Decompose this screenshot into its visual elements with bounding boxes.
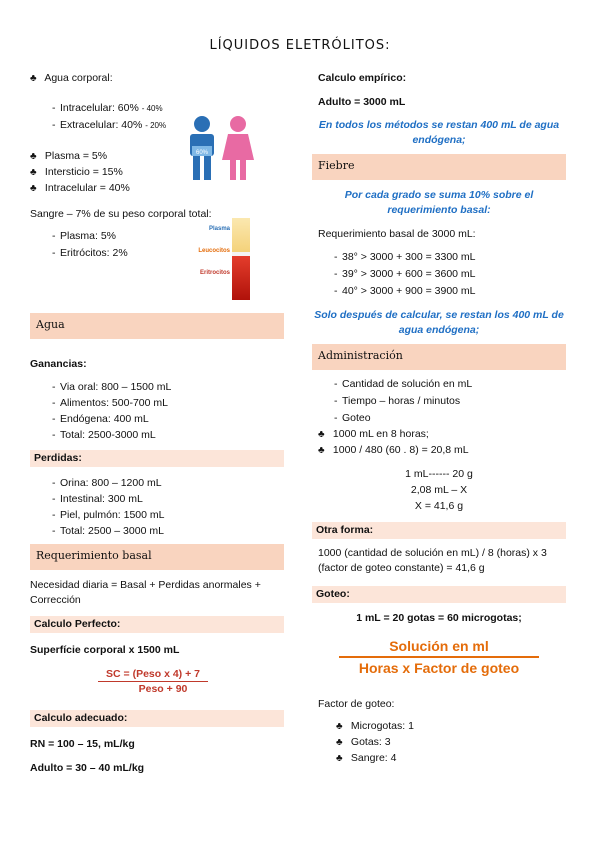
temp-item-text: 38° > 3000 + 300 = 3300 mL	[342, 251, 476, 263]
temp-item: - 38° > 3000 + 300 = 3300 mL	[334, 251, 476, 263]
club-icon: ♣	[30, 167, 37, 178]
tube-eritrocitos	[232, 256, 250, 300]
sangre-plasma-text: Plasma: 5%	[60, 230, 117, 242]
club-icon: ♣	[30, 73, 37, 84]
temp-item-text: 40° > 3000 + 900 = 3900 mL	[342, 285, 476, 297]
ganancias-item: - Alimentos: 500-700 mL	[52, 397, 168, 409]
club-icon: ♣	[30, 183, 37, 194]
goteo-equivalence: 1 mL = 20 gotas = 60 microgotas;	[356, 612, 522, 624]
perdidas-header: Perdidas:	[30, 450, 284, 467]
fiebre-header: Fiebre	[312, 154, 566, 180]
intracelular2-line	[30, 182, 130, 194]
perdidas-item-text: Intestinal: 300 mL	[60, 493, 143, 505]
rule-line-1: 1 mL------ 20 g	[405, 468, 473, 480]
goteo-formula	[339, 638, 539, 676]
adulto-text: Adulto = 30 – 40 mL/kg	[30, 762, 145, 774]
calculo-empirico-label: Calculo empírico:	[318, 72, 407, 84]
calc-line	[318, 444, 469, 456]
club-icon: ♣	[30, 151, 37, 162]
plasma-line	[30, 150, 107, 162]
admin-item: - Goteo	[334, 412, 371, 424]
requerimiento-header: Requerimiento basal	[30, 544, 284, 570]
rule-line-3: X = 41,6 g	[414, 500, 464, 512]
page-title: LÍQUIDOS ELETRÓLITOS:	[209, 38, 391, 53]
club-icon: ♣	[336, 753, 343, 764]
rn-text: RN = 100 – 15, mL/kg	[30, 738, 135, 750]
extracelular-small: - 20%	[145, 121, 167, 130]
extracelular-text: Extracelular: 40%	[60, 119, 143, 131]
perdidas-item-text: Orina: 800 – 1200 mL	[60, 477, 162, 489]
tube-plasma	[232, 218, 250, 252]
factor-item-text: Gotas: 3	[350, 736, 391, 748]
adulto-ml-text: Adulto = 3000 mL	[318, 96, 406, 108]
ml-8h-text: 1000 mL en 8 horas;	[332, 428, 429, 440]
perdidas-item: - Piel, pulmón: 1500 mL	[52, 509, 165, 521]
calc-line-text: 1000 / 480 (60 . 8) = 20,8 mL	[332, 444, 469, 456]
temp-item: - 40° > 3000 + 900 = 3900 mL	[334, 285, 476, 297]
agua-header: Agua	[30, 313, 284, 339]
admin-item: - Tiempo – horas / minutos	[334, 395, 461, 407]
factor-item	[336, 752, 396, 764]
grado-note: Por cada grado se suma 10% sobre el requerimiento basal:	[344, 189, 534, 216]
factor-label: Factor de goteo:	[318, 698, 395, 710]
ml-8h-line	[318, 428, 429, 440]
ganancias-item-text: Alimentos: 500-700 mL	[60, 397, 168, 409]
factor-item-text: Sangre: 4	[350, 752, 397, 764]
people-figure-icon	[182, 114, 258, 184]
ganancias-item-text: Endógena: 400 mL	[60, 413, 149, 425]
intersticio-text: Intersticio = 15%	[44, 166, 123, 178]
perdidas-item: - Total: 2500 – 3000 mL	[52, 525, 164, 537]
tube-label-plasma: Plasma	[208, 226, 230, 232]
intracelular-small: - 40%	[141, 104, 163, 113]
otra-forma-header: Otra forma:	[312, 522, 566, 539]
intracelular-text: Intracelular: 60%	[60, 102, 139, 114]
ganancias-item: - Via oral: 800 – 1500 mL	[52, 381, 172, 393]
club-icon: ♣	[336, 721, 343, 732]
ganancias-item: - Total: 2500-3000 mL	[52, 429, 156, 441]
goteo-denominator: Horas x Factor de goteo	[339, 656, 539, 676]
sangre-plasma-line: - Plasma: 5%	[52, 230, 117, 242]
otra-forma-text: 1000 (cantidad de solución en mL) / 8 (horas) x 3 (factor de goteo constante) = 41,6 g	[318, 547, 547, 574]
endogena-note-2: Solo después de calcular, se restan los 400 mL de agua endógena;	[314, 309, 564, 336]
club-icon: ♣	[318, 445, 325, 456]
tube-label-eritrocitos: Eritrocitos	[199, 270, 230, 276]
calculo-perfecto-header: Calculo Perfecto:	[30, 616, 284, 633]
ganancias-item-text: Via oral: 800 – 1500 mL	[60, 381, 172, 393]
goteo-header: Goteo:	[312, 586, 566, 603]
agua-corporal-line	[30, 72, 113, 84]
figure-pct: 60%	[195, 150, 209, 156]
sangre-line: Sangre – 7% de su peso corporal total:	[30, 208, 212, 220]
sc-formula	[98, 668, 208, 695]
extracelular-line: - Extracelular: 40% - 20%	[52, 119, 167, 131]
sc-numerator: SC = (Peso x 4) + 7	[106, 668, 200, 680]
req-basal-text: Requerimiento basal de 3000 mL:	[318, 228, 476, 240]
administracion-header: Administración	[312, 344, 566, 370]
intracelular-line: - Intracelular: 60% - 40%	[52, 102, 163, 114]
goteo-numerator: Solución en ml	[389, 638, 489, 654]
tube-label-leucocitos: Leucocitos	[198, 248, 230, 254]
endogena-note-1: En todos los métodos se restan 400 mL de agua endógena;	[318, 119, 560, 146]
club-icon: ♣	[318, 429, 325, 440]
superficie-text: Superfície corporal x 1500 mL	[30, 644, 180, 656]
temp-item-text: 39° > 3000 + 600 = 3600 mL	[342, 268, 476, 280]
club-icon: ♣	[336, 737, 343, 748]
intracelular2-text: Intracelular = 40%	[44, 182, 130, 194]
factor-item-text: Microgotas: 1	[350, 720, 414, 732]
perdidas-item-text: Total: 2500 – 3000 mL	[60, 525, 164, 537]
ganancias-label: Ganancias:	[30, 358, 87, 370]
intersticio-line	[30, 166, 123, 178]
rule-line-2: 2,08 mL – X	[410, 484, 468, 496]
sangre-eritro-line: - Eritrócitos: 2%	[52, 247, 128, 259]
temp-item: - 39° > 3000 + 600 = 3600 mL	[334, 268, 476, 280]
calculo-adecuado-header: Calculo adecuado:	[30, 710, 284, 727]
admin-item-text: Cantidad de solución en mL	[342, 378, 473, 390]
admin-item-text: Goteo	[342, 412, 371, 424]
admin-item: - Cantidad de solución en mL	[334, 378, 473, 390]
agua-corporal-label: Agua corporal:	[44, 72, 113, 84]
ganancias-item-text: Total: 2500-3000 mL	[60, 429, 156, 441]
ganancias-item: - Endógena: 400 mL	[52, 413, 149, 425]
perdidas-item-text: Piel, pulmón: 1500 mL	[60, 509, 165, 521]
perdidas-item: - Intestinal: 300 mL	[52, 493, 143, 505]
factor-item	[336, 720, 414, 732]
blood-tube-figure	[180, 218, 260, 304]
perdidas-item: - Orina: 800 – 1200 mL	[52, 477, 162, 489]
factor-item	[336, 736, 391, 748]
plasma-text: Plasma = 5%	[44, 150, 108, 162]
sc-denominator: Peso + 90	[98, 681, 208, 695]
sangre-eritro-text: Eritrócitos: 2%	[60, 247, 128, 259]
necesidad-text: Necesidad diaria = Basal + Perdidas anormales + Corrección	[30, 579, 261, 606]
admin-item-text: Tiempo – horas / minutos	[342, 395, 461, 407]
